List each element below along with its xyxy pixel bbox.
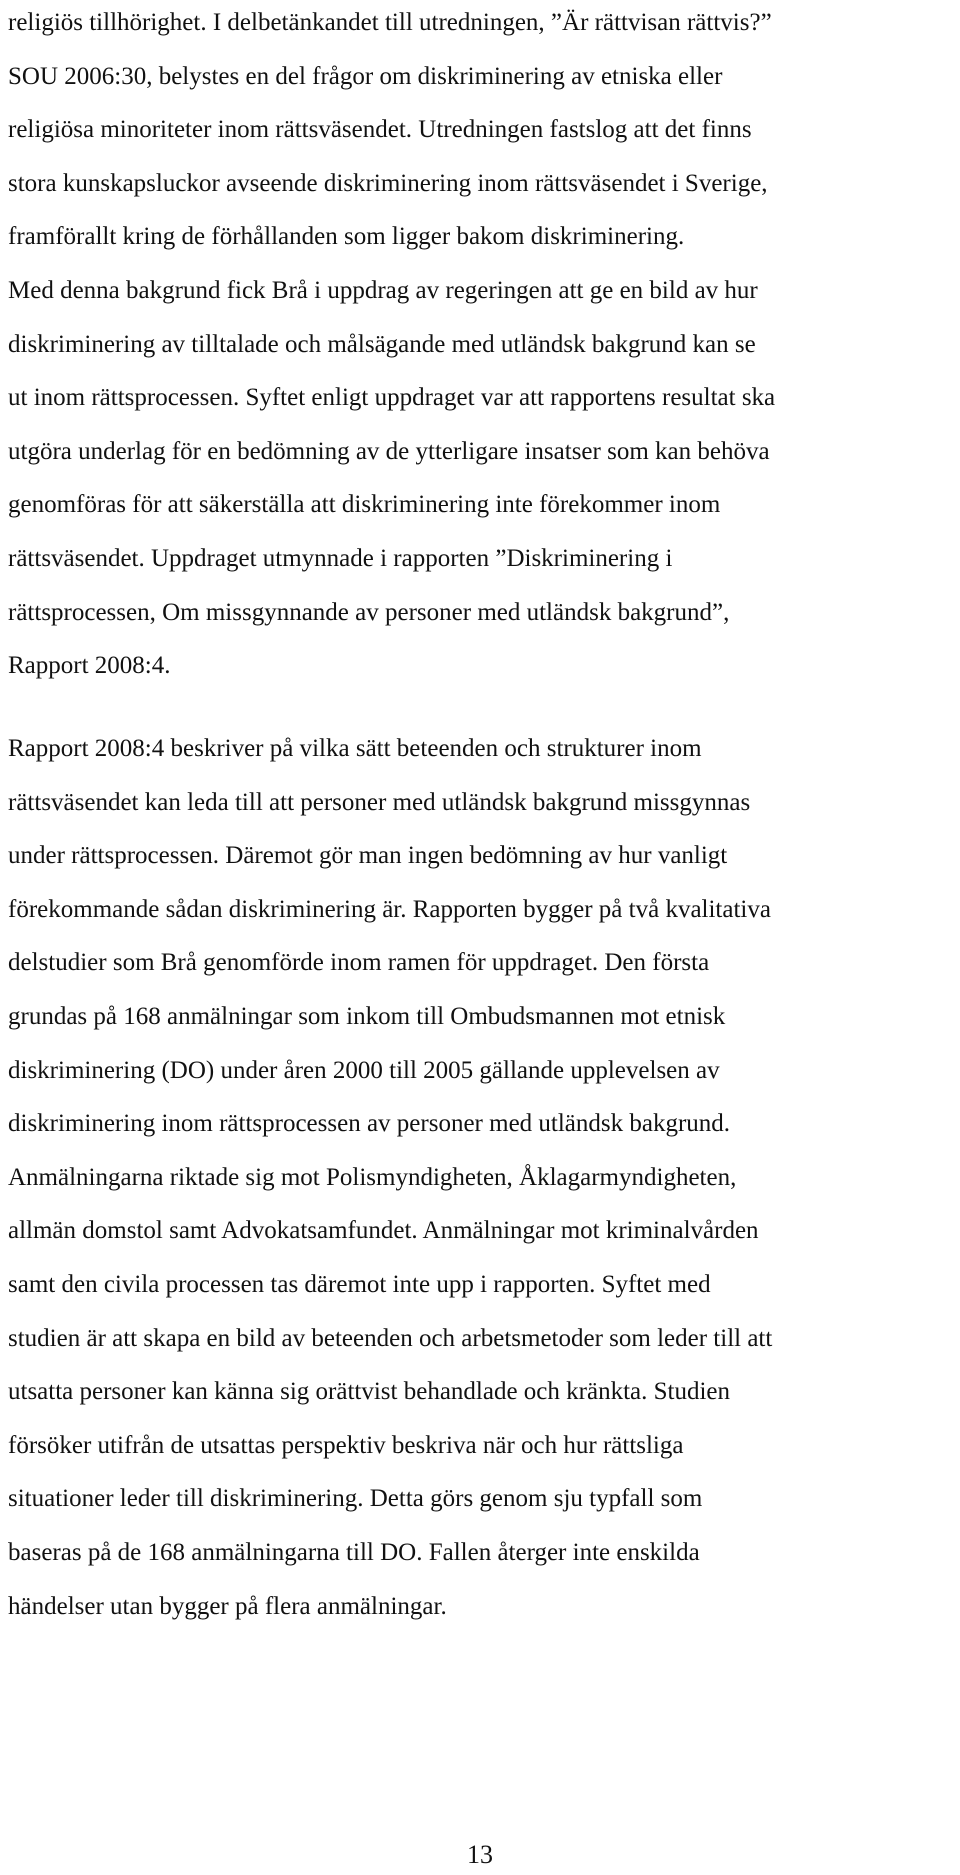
- text-line: rättsväsendet kan leda till att personer med utländsk bakgrund missgynnas: [8, 788, 751, 816]
- text-line: studien är att skapa en bild av beteenden och arbetsmetoder som leder till att: [8, 1324, 773, 1352]
- text-line: religiösa minoriteter inom rättsväsendet. Utredningen fastslog att det finns: [8, 116, 752, 144]
- text-line: framförallt kring de förhållanden som ligger bakom diskriminering.: [8, 223, 685, 251]
- text-line: stora kunskapsluckor avseende diskriminering inom rättsväsendet i Sverige,: [8, 169, 768, 197]
- page-number: 13: [467, 1840, 493, 1869]
- text-line: situationer leder till diskriminering. Detta görs genom sju typfall som: [8, 1485, 703, 1513]
- text-line: delstudier som Brå genomförde inom ramen för uppdraget. Den första: [8, 949, 710, 977]
- text-line: utgöra underlag för en bedömning av de ytterligare insatser som kan behöva: [8, 437, 770, 465]
- text-line: samt den civila processen tas däremot inte upp i rapporten. Syftet med: [8, 1270, 711, 1298]
- text-line: Med denna bakgrund fick Brå i uppdrag av regeringen att ge en bild av hur: [8, 276, 758, 304]
- text-line: diskriminering (DO) under åren 2000 till 2005 gällande upplevelsen av: [8, 1056, 720, 1084]
- text-line: försöker utifrån de utsattas perspektiv beskriva när och hur rättsliga: [8, 1431, 684, 1459]
- text-line: Anmälningarna riktade sig mot Polismyndigheten, Åklagarmyndigheten,: [8, 1163, 737, 1191]
- text-line: utsatta personer kan känna sig orättvist behandlade och kränkta. Studien: [8, 1378, 731, 1406]
- text-line: förekommande sådan diskriminering är. Rapporten bygger på två kvalitativa: [8, 895, 771, 923]
- paragraph-1: [8, 0, 958, 693]
- text-line: grundas på 168 anmälningar som inkom till Ombudsmannen mot etnisk: [8, 1002, 726, 1030]
- text-line: under rättsprocessen. Däremot gör man ingen bedömning av hur vanligt: [8, 842, 728, 870]
- text-line: diskriminering av tilltalade och målsägande med utländsk bakgrund kan se: [8, 330, 756, 358]
- text-line: allmän domstol samt Advokatsamfundet. Anmälningar mot kriminalvården: [8, 1217, 759, 1245]
- text-line: religiös tillhörighet. I delbetänkandet till utredningen, ”Är rättvisan rättvis?”: [8, 9, 772, 36]
- text-line: SOU 2006:30, belystes en del frågor om diskriminering av etniska eller: [8, 62, 723, 90]
- text-line: händelser utan bygger på flera anmälningar.: [8, 1592, 447, 1620]
- text-line: rättsväsendet. Uppdraget utmynnade i rapporten ”Diskriminering i: [8, 544, 673, 572]
- text-line: Rapport 2008:4 beskriver på vilka sätt beteenden och strukturer inom: [8, 735, 702, 762]
- text-line: ut inom rättsprocessen. Syftet enligt uppdraget var att rapportens resultat ska: [8, 384, 776, 412]
- text-line: genomföras för att säkerställa att diskriminering inte förekommer inom: [8, 491, 721, 519]
- text-line: Rapport 2008:4.: [8, 652, 171, 680]
- text-line: rättsprocessen, Om missgynnande av personer med utländsk bakgrund”,: [8, 598, 730, 626]
- text-line: diskriminering inom rättsprocessen av personer med utländsk bakgrund.: [8, 1110, 731, 1138]
- paragraph-2: [8, 722, 958, 1633]
- text-line: baseras på de 168 anmälningarna till DO. Fallen återger inte enskilda: [8, 1538, 700, 1566]
